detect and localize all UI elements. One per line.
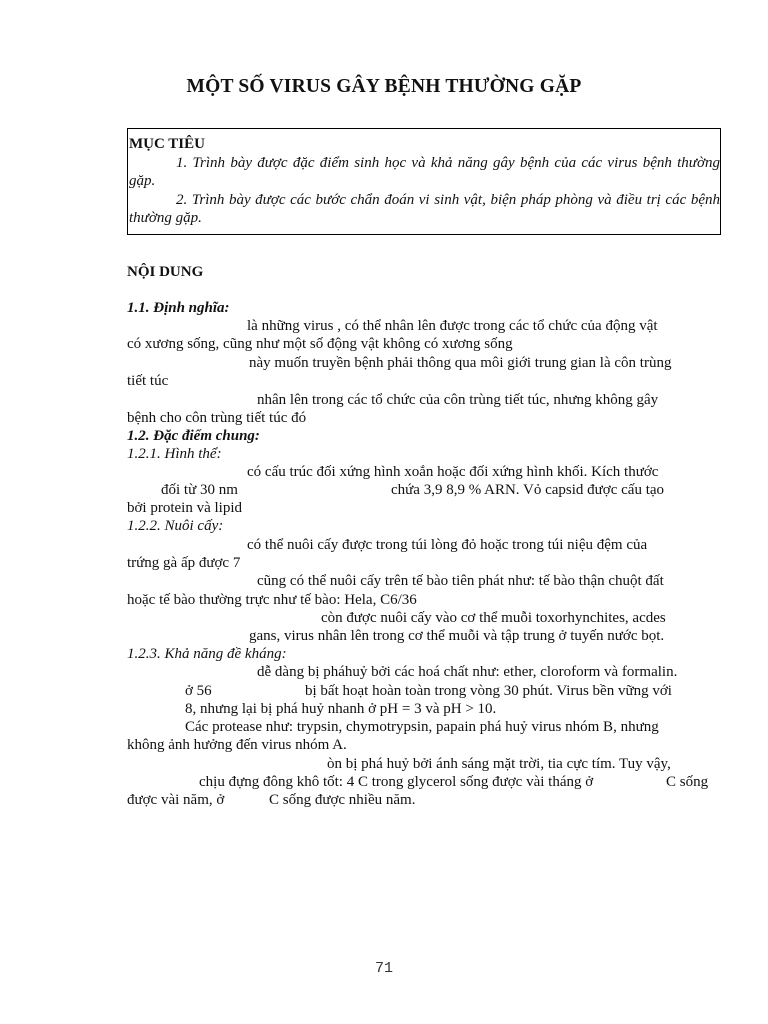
section-1-1-heading: 1.1. Định nghĩa: bbox=[127, 300, 230, 316]
text-line: C sống bbox=[666, 774, 709, 790]
text-line: nhân lên trong các tổ chức của côn trùng tiết túc, nhưng không gây bbox=[257, 392, 659, 408]
page-number: 71 bbox=[374, 960, 393, 977]
objectives-box bbox=[127, 128, 721, 235]
text-line: tiết túc bbox=[127, 373, 169, 389]
text-line: đối từ 30 nm bbox=[161, 482, 238, 498]
text-line: bệnh cho côn trùng tiết túc đó bbox=[127, 410, 307, 426]
text-line: bị bất hoạt hoàn toàn trong vòng 30 phút. Virus bền vững với bbox=[305, 683, 672, 699]
text-line: trứng gà ấp được 7 bbox=[127, 555, 241, 571]
page-title: MỘT SỐ VIRUS GÂY BỆNH THƯỜNG GẶP bbox=[186, 76, 582, 97]
text-line: hoặc tế bào thường trực như tế bào: Hela, C6/36 bbox=[127, 592, 417, 608]
section-1-2-1-heading: 1.2.1. Hình thể: bbox=[127, 446, 222, 462]
text-line: này muốn truyền bệnh phải thông qua môi giới trung gian là côn trùng bbox=[249, 355, 672, 371]
text-line: ở 56 bbox=[185, 683, 212, 699]
text-line: gans, virus nhân lên trong cơ thể muỗi và tập trung ở tuyến nước bọt. bbox=[249, 628, 665, 644]
text-line: là những virus , có thể nhân lên được trong các tổ chức của động vật bbox=[247, 318, 658, 334]
text-line: có cấu trúc đối xứng hình xoắn hoặc đối xứng hình khối. Kích thước bbox=[247, 464, 659, 480]
content-heading: NỘI DUNG bbox=[127, 264, 204, 280]
section-1-2-2-heading: 1.2.2. Nuôi cấy: bbox=[127, 518, 224, 534]
text-line: 8, nhưng lại bị phá huỷ nhanh ở pH = 3 và pH > 10. bbox=[185, 701, 497, 717]
text-line: òn bị phá huỷ bởi ánh sáng mặt trời, tia cực tím. Tuy vậy, bbox=[327, 756, 671, 772]
text-line: có xương sống, cũng như một số động vật không có xương sống bbox=[127, 336, 513, 352]
objective-item-1: 1. Trình bày được đặc điểm sinh học và khả năng gây bệnh của các virus bệnh thường gặp. bbox=[129, 154, 720, 189]
text-line: chịu đựng đông khô tốt: 4 C trong glycerol sống được vài tháng ở bbox=[199, 774, 594, 790]
objective-item-2: 2. Trình bày được các bước chẩn đoán vi sinh vật, biện pháp phòng và điều trị các bệnh thường gặp. bbox=[129, 191, 720, 226]
section-1-2-heading: 1.2. Đặc điểm chung: bbox=[127, 428, 260, 444]
text-line: được vài năm, ở bbox=[127, 792, 225, 808]
text-line: Các protease như: trypsin, chymotrypsin, papain phá huỷ virus nhóm B, nhưng bbox=[185, 719, 659, 735]
text-line: bởi protein và lipid bbox=[127, 500, 242, 516]
text-line: còn được nuôi cấy vào cơ thể muỗi toxorhynchites, acdes bbox=[321, 610, 666, 626]
section-1-2-3-heading: 1.2.3. Khả năng đề kháng: bbox=[127, 646, 287, 662]
objectives-heading: MỤC TIÊU bbox=[129, 136, 205, 152]
text-line: dễ dàng bị pháhuỷ bởi các hoá chất như: ether, cloroform và formalin. bbox=[257, 664, 678, 680]
text-line: chứa 3,9 8,9 % ARN. Vỏ capsid được cấu tạo bbox=[391, 482, 665, 498]
text-line: không ảnh hưởng đến virus nhóm A. bbox=[127, 737, 347, 753]
text-line: cũng có thể nuôi cấy trên tế bào tiên phát như: tế bào thận chuột đất bbox=[257, 573, 664, 589]
text-line: C sống được nhiều năm. bbox=[269, 792, 416, 808]
text-line: có thể nuôi cấy được trong túi lòng đỏ hoặc trong túi niệu đệm của bbox=[247, 537, 648, 553]
